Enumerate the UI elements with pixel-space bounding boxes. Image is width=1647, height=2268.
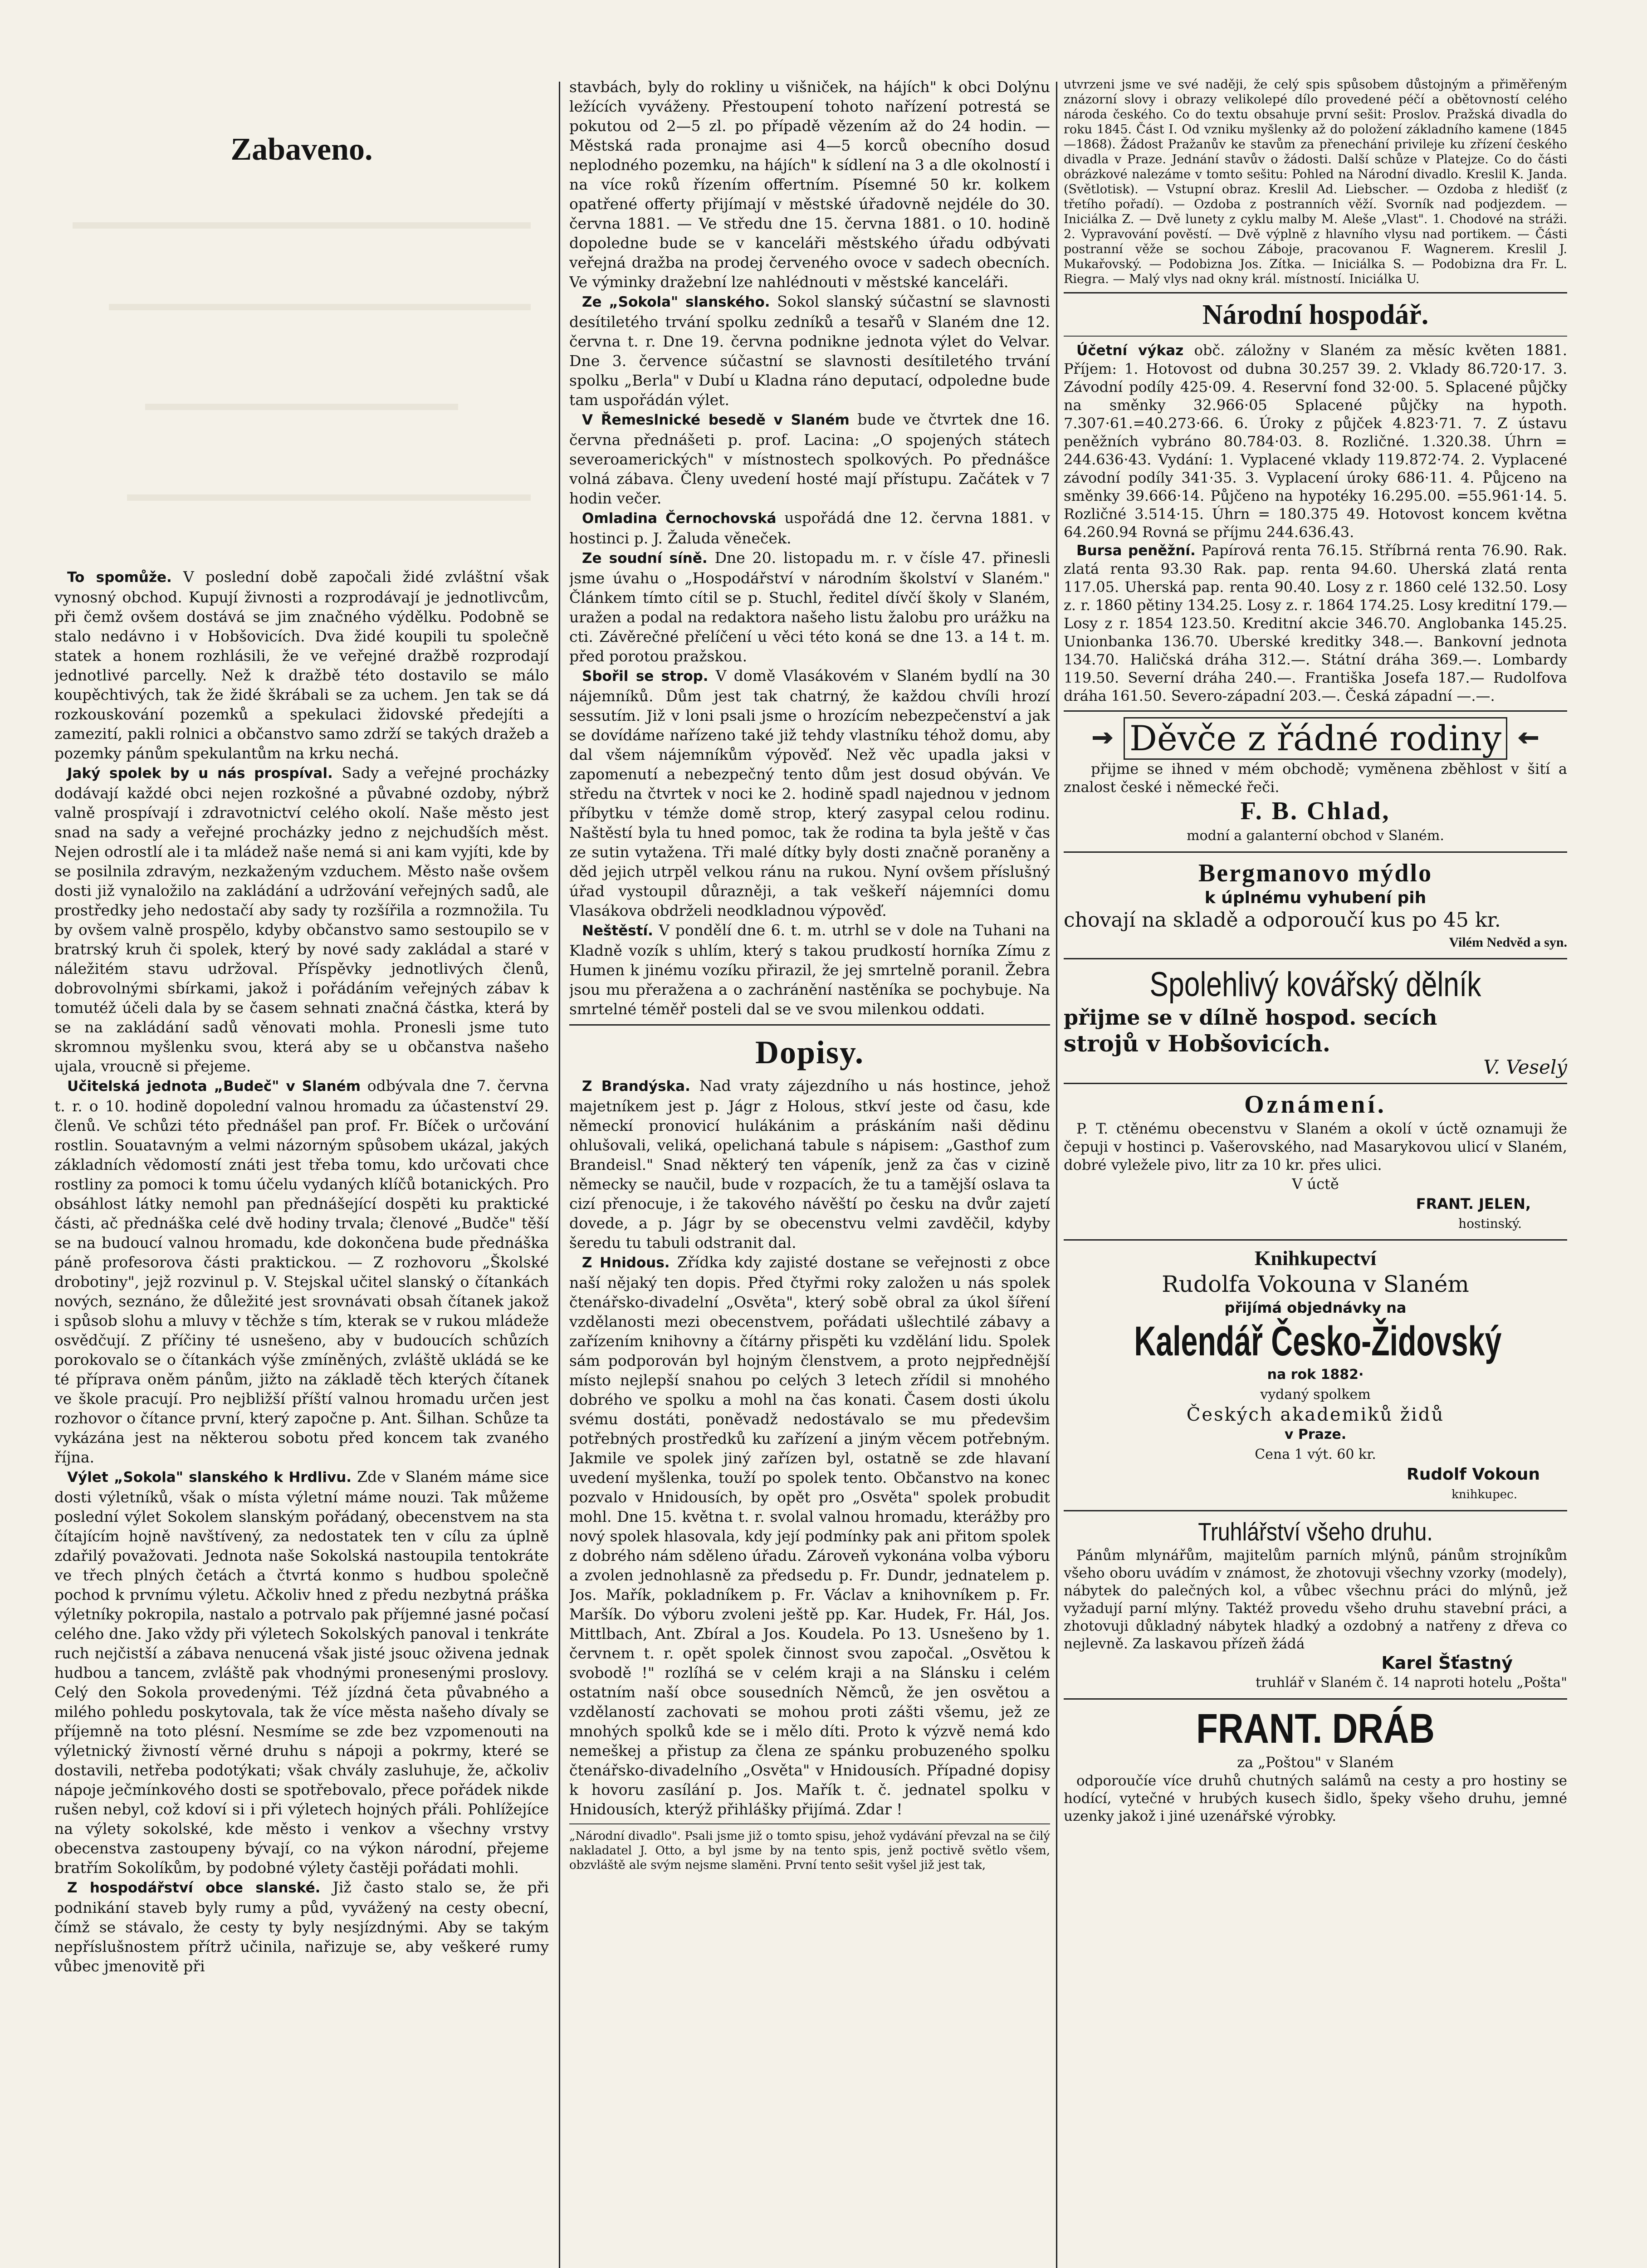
letter-lead: Z Brandýska. <box>582 1078 690 1095</box>
ad-rule <box>1064 1510 1567 1511</box>
article-lead: Výlet „Sokola" slanského k Hrdlivu. <box>67 1469 352 1486</box>
letter-text: Nad vraty zájezdního u nás hostince, jehož majetníkem jest p. Jágr z Holous, stkví jeste od času, kde německí pronovicí hulákánim a práskáním naši dědinu ohlušovali, veliká, opelichaná tabule s nápisem: „Gasthof zum Brandeisl." Snad některý ten vápeník, jenž za čas v cizině německy se naučil, bude v rozpacích, že tu a tamější oslava ta cizí přenocuje, i že takového návěští po česku na dvůr zajetí dovede, a p. Jágr by se obecenstvu velmi zavděčil, kdyby šeredu tu tabuli odstranit dal. <box>569 1077 1050 1251</box>
article-text: stavbách, byly do rokliny u višniček, na hájích" k obci Dolýnu ležících vyváženy. Přestoupení tohoto nařízení potrestá se pokutou od 2—5 zl. po případě vězením až do 24 hodin. — Městská rada pronajme asi 4—5 korců obecního dosud neplodného pozemku, na hájích" k sídlení na 3 a dle okolností i na více roků řízením offertním. Písemné 50 kr. kolkem opatřené offerty přijímají v městské úřadovně nejdéle do 30. června 1881. — Ve středu dne 15. června 1881. o 10. hodině dopoledne bude se v kanceláři městského úřadu odbývati veřejná dražba na prodej červeného ovoce v sadech obecních. Ve výminky dražební lze nahlédnouti v městské kanceláři. <box>569 78 1050 291</box>
article-ucetni-vykaz <box>1064 341 1567 541</box>
ad-bergmanovo-mydlo <box>1064 858 1567 953</box>
article-text: V domě Vlasákovém v Slaném bydlí na 30 nájemníků. Dům jest tak chatrný, že každou chvíli hrozí sessutím. Již v loni psali jsme o hrozícím nebezpečenství a jak se dovídáme nařízeno také již tehdy vlastníku téhož domu, aby dal všem nájemníkům výpověď. Než věc upadla jaksi v zapomenutí a nebezpečný tento dům jest dosud obýván. Ve středu na čtvrtek v noci ke 2. hodině spadl najednou v jednom příbytku v témže domě strop, který zasypal celou rodinu. Naštěstí byla tu hned pomoc, tak že rodina ta byla ještě v čas ze sutin vytažena. Tři malé dítky byly dosti značně poraněny a děd jejich utrpěl velkou ránu na rukou. Nyní ovšem příslušný úřad vystoupil důrazněji, a tak veškeří nájemníci domu Vlasákova obdrželi neodkladnou výpověď. <box>569 667 1050 919</box>
ad-title: Truhlářství všeho druhu. <box>1198 1517 1433 1546</box>
article-lead: Účetní výkaz <box>1076 342 1184 359</box>
ad-signature: F. B. Chlad, <box>1240 797 1391 825</box>
ad-text: odporoučíe více druhů chutných salámů na cesty a pro hostiny se hodící, vytečné v hrubých kusech šidlo, špeky všeho druhu, jemné uzenky jakož i jiné uzenářské výrobky. <box>1064 1773 1567 1824</box>
article-lead: To spomůže. <box>67 569 172 586</box>
confiscated-heading: Zabaveno. <box>230 132 373 167</box>
confiscated-blank-area <box>54 168 549 567</box>
ad-sub: truhlář v Slaném č. 14 naproti hotelu „Pošta" <box>1256 1675 1567 1691</box>
article-lead: Neštěstí. <box>582 923 653 939</box>
article-remeslnicka-beseda <box>569 410 1050 508</box>
article-lead: Sbořil se strop. <box>582 668 709 684</box>
ad-rule <box>1064 1239 1567 1241</box>
ad-truhlarstvi <box>1064 1517 1567 1693</box>
article-lead: Bursa peněžní. <box>1076 543 1196 559</box>
ad-line: za „Poštou" v Slaném <box>1237 1754 1394 1771</box>
dopisy-heading: Dopisy. <box>755 1034 865 1070</box>
ad-signature: V. Veselý <box>1483 1056 1567 1078</box>
letter-brandysek <box>569 1076 1050 1252</box>
ad-line: vydaný spolkem <box>1260 1387 1371 1403</box>
column-left <box>54 77 549 2268</box>
article-lead: Jaký spolek by u nás prospíval. <box>67 765 333 782</box>
article-text: Již často stalo se, že při podnikání staveb byly rumy a půd, vyvážený na cesty obecní, čímž se stávalo, že cesty ty byly nesjízdnými. Aby se takým nepříslušnostem přítrž učinila, nařizuje se, aby veškeré rumy vůbec jmenovitě při <box>54 1878 549 1975</box>
article-text: bude ve čtvrtek dne 16. června přednášeti p. prof. Lacina: „O spojených státech severoamerických" v místnostech spolkových. Po přednášce volná zábava. Členy uvedení hosté mají přístupu. Začátek v 7 hodin večer. <box>569 411 1050 507</box>
article-text: V pondělí dne 6. t. m. utrhl se v dole na Tuhani na Kladně vozík s uhlím, který s takou prudkostí horníka Zímu z Humen k jinému vozíku přirazil, že jej smrtelně poranil. Žebra jsou mu přeražena a o zachránění nastěníka se pochybuje. Na smrtelné téměř posteli dal se ve svou milenkou oddati. <box>569 921 1050 1018</box>
article-to-spomuze <box>54 567 549 763</box>
ad-text: přijme se ihned v mém obchodě; vyměnena zběhlost v šití a znalost české i německé řeči. <box>1064 760 1567 796</box>
column-right <box>1064 77 1567 2268</box>
ad-signature: FRANT. JELEN, <box>1416 1195 1531 1212</box>
ad-big-title: Kalendář Česko-Židovský <box>1134 1318 1502 1364</box>
article-nestesti <box>569 920 1050 1019</box>
notice-narodni-divadlo-contents <box>1064 77 1567 287</box>
ad-line: Rudolfa Vokouna v Slaném <box>1162 1271 1469 1297</box>
article-text: V poslední době započali židé zvláštní však vynosný obchod. Kupují živnosti a rozprodávají je jednotlivcům, při čemž ovšem dostává se jim značného výdělku. Podobně se stalo nedávno i v Hobšovicích. Dva židé koupili tu společně statek a honem rozhlásili, že ve veřejné dražbě rozprodají jednotlivé parcelly. Než k dražbě této dostavilo se málo koupěchtivých, tak že židé škrábali se za uchem. Jen tak se dá rozkouskování pozemků a spekulaci židovské předejíti a zamezití, pakli rolnici a občanstvo samo zdrží se takých dražeb a pozemky pánům spekulantům na krku nechá. <box>54 568 549 762</box>
ad-title: Bergmanovo mýdlo <box>1198 859 1433 887</box>
article-stavby <box>569 77 1050 292</box>
ad-title: Knihkupectví <box>1254 1246 1377 1270</box>
article-lead: Omladina Černochovská <box>582 510 777 527</box>
ad-line: chovají na skladě a odporoučí kus po 45 kr. <box>1064 909 1501 932</box>
ad-sub: hostinský. <box>1458 1216 1522 1231</box>
article-lead: Učitelská jednota „Budeč" v Slaném <box>67 1078 361 1095</box>
article-lead: Z hospodářství obce slanské. <box>67 1880 321 1896</box>
ad-line: na rok 1882· <box>1267 1367 1364 1383</box>
ad-sub: modní a galanterní obchod v Slaném. <box>1187 828 1444 844</box>
ad-title: Děvče z řádné rodiny <box>1124 717 1507 760</box>
ad-sub: knihkupec. <box>1452 1488 1517 1501</box>
footnote-narodni-divadlo: „Národní divadlo". Psali jsme již o tomto spisu, jehož vydávání převzal na se čilý nakladatel J. Otto, a byl jsme by na tento spis, jenž poctivě světlo všem, obzvláště ale svým nejsme slaměni. První tento sešit vyšel již jest tak, <box>569 1829 1050 1872</box>
letter-hnidousy <box>569 1252 1050 1819</box>
ad-text: Pánům mlynářům, majitelům parních mlýnů, pánům strojníkům všeho oboru uvádím v známost, že zhotovuji všechny vzorky (modely), nábytek do palečných kol, a vůbec všechnu práci do mlýnů, jež vyžadují parní mlýny. Taktéž provedu všeho druhu stavební práci, a zhotovuji důkladný nábytek hladký a ozdobný a natřeny z dřeva co nejlevně. Za laskavou přízeň žádá <box>1064 1547 1567 1652</box>
ad-signature: Karel Šťastný <box>1381 1653 1513 1673</box>
article-ze-sokola <box>569 292 1050 410</box>
ad-title: Oznámení. <box>1244 1090 1387 1119</box>
article-hospodarstvi <box>54 1877 549 1976</box>
column-middle <box>569 77 1050 2268</box>
article-text: Sokol slanský súčastní se slavnosti desítiletého trvání spolku zedníků a tesařů v Slaném dne 12. června t. r. Dne 19. června podnikne jednota výlet do Velvar. Dne 3. července súčastní se slavnosti desítiletého trvání spolku „Berla" v Dubí u Kladna ráno deputací, odpoledne bude tam uspořádán výlet. <box>569 293 1050 409</box>
article-omladina <box>569 508 1050 548</box>
ad-oznameni <box>1064 1090 1567 1234</box>
ad-title: FRANT. DRÁB <box>1196 1706 1435 1752</box>
ad-rule <box>1064 1083 1567 1084</box>
ad-rule <box>1064 710 1567 712</box>
narodni-hospodar-heading: Národní hospodář. <box>1202 299 1429 330</box>
ad-rule <box>1064 851 1567 853</box>
article-spolek <box>54 763 549 1076</box>
ad-line: Českých akademiků židů <box>1186 1404 1445 1425</box>
letter-text: Zřídka kdy zajisté dostane se veřejnosti z obce naší nějaký ten dopis. Před čtyřmi roky založen u nás spolek čtenářsko-divadelní „Osvěta", který sobě obral za úkol šíření vzdělanosti mezi obecenstvem, pořádati ušlechtilé zábavy a zařízením knihovny a čítárny přispěti ku vzdělání lidu. Spolek sám podporován byl hojným členstvem, a proto nejpřednější místo nejlepší snahou po celých 3 letech zřídil si mnohého dobrého ve spolku a mohl na čas konati. Časem dosti úkolu svému dostáti, poněvadž nedostávalo se mu předevšim potřebných prostředků ku zařízení a jiným věcem potřebným. Jakmile ve spolek jiný zařízen byl, ostatně se zde hlavaní uvedení myšlenka, touží po spolek tento. Občanstvo na konec pozvalo v Hnidousích, by opět pro „Osvěta" spolek probudit mohl. Dne 15. května t. r. svolal valnou hromadu, kterážby pro nový spolek hlasovala, kdy její podmínky pak ani přitom spolek z dobrého nám sděleno úřadu. Zároveň vykonána volba výboru a zvolen jednohlasně za předsedu p. Fr. Dundr, jednatelem p. Jos. Mařík, pokladníkem p. Fr. Václav a knihovníkem p. Fr. Maršík. Do výboru zvoleni ještě pp. Kar. Hudek, Fr. Hál, Jos. Mittlbach, Ant. Zbíral a Jos. Koudela. Po 13. Usnešeno by 1. červnem t. r. opět spolek činnost svou započal. „Osvětou k svobodě !" rozlíhá se v celém kraji a na Slánsku i celém ostatním naší obce sousedních Němců, že jen osvětou a vzdělaností zachovati se mohou proti zášti všemu, jež ze mnohých spolků kde se i mělo díti. Proto k výzvě nemá kdo nemeškej a přistup za člena ze spánku probuzeného spolku čtenářsko-divadelního „Osvěta" v Hnidousích. Případné dopisy k hovoru zasílání p. Jos. Mařík t. č. jednatel spolku v Hnidousích, kterýž přihlášky přijímá. Zdar ! <box>569 1253 1050 1818</box>
ad-kovarsky-delnik <box>1064 965 1567 1077</box>
ad-rule <box>1064 958 1567 959</box>
column-divider-left <box>559 82 560 2268</box>
ad-line: strojů v Hobšovicích. <box>1064 1030 1330 1057</box>
ad-line: k úplnému vyhubení pih <box>1204 889 1427 907</box>
article-text: Papírová renta 76.15. Stříbrná renta 76.90. Rak. zlatá renta 93.30 Rak. pap. renta 94.60. Uherská zlatá renta 117.05. Uherská pap. renta 90.40. Losy z r. 1860 celé 132.50. Losy z. r. 1860 pětiny 134.25. Losy z. r. 1864 174.25. Losy kreditní 179.— Losy z r. 1854 123.50. Kreditní akcie 346.70. Anglobanka 145.25. Unionbanka 136.70. Uberské kreditky 348.—. Bankovní jednota 134.70. Haličská dráha 312.—. Státní dráha 369.—. Lombardy 119.50. Severní dráha 240.—. Františka Josefa 187.— Rudolfova dráha 161.50. Severo-západní 203.—. Česká západní —.—. <box>1064 542 1567 704</box>
article-text: Zde v Slaném máme sice dosti výletníků, však o místa výletní máme nouzi. Tak můžeme poslední výlet Sokolem slanským pořádaný, obecenstvem na sta čítajícím hojně navštívený, za nedostatek ten v cílu za úplně zdařilý považovati. Jednota naše Sokolská nastoupila tentokráte ve třech plných četách a čtvrtá konmo s hudbou společně pochod k prvnímu výletu. Ačkoliv hned z předu nezbytná práška výletníky pokropila, nastalo a potrvalo pak příjemné jasné počasí celého dne. Jako vždy při výletech Sokolských panoval i tenkráte ruch nejčistší a zábava nenucená však jisté jsouc oživena jednak hudbou a tancem, zvláště pak vhodnými pronesenými proslovy. Celý den Sokola provedenými. Též jízdná četa půvabného a milého pohledu poskytovala, tak že více města našeho dívaly se příjemně na toto plésní. Nesmíme se zde bez vzpomenouti na výletnický živností věrné druhu s nápoji a pokrmy, které se dostavili, netřeba podotýkati; však chvály zasluhuje, že, ačkoliv nápoje ječmínkového dosti se spotřebovalo, přece pořádek nikde rušen nebyl, což kdoví si i při výletech hojných přáli. Pohlížejíce na výlety sokolské, kde město i venkov a všechny vrstvy obecenstva zastoupeny bývají, co na výkon národní, přejeme bratřím Sokolíkům, by podobné výlety častěji pořádati mohli. <box>54 1468 549 1877</box>
article-strop <box>569 666 1050 920</box>
footnote-rule <box>569 1823 1050 1824</box>
ad-signature: Rudolf Vokoun <box>1407 1465 1540 1484</box>
article-text: Sady a veřejné procházky dodávají každé obci nejen rozkošné a půvabné ozdoby, nýbrž valně prospívají i zdravotnictví celého okolí. Naše město jest snad na sady a veřejné procházky jedno z nejchudších měst. Nejen odrostlí ale i ta mládež naše nemá si ani kam vyjíti, kde by se posilnila zdravým, nezkaženým vzduchem. Město naše ovšem dosti již vynaložilo na zakládání a udržování veřejných sadů, ale prostředky jeho nedostačí aby sady ty rozšířila a rozmnožila. Tu by ovšem valně prospělo, kdyby občanstvo samo sestoupilo se v bratrský kruh či spolek, který by nové sady zakládal a staré v náležitém stavu udržoval. Příspěvky jednotlivých členů, dobrovolnými sbírkami, jakož i pořádáním veřejných zábav k tomutéž účeli dala by se časem sehnati značná částka, která by se na zakládání sadů věnovati mohla. Pronesli jsme tuto skromnou myšlenku svou, která aby se u občanstva našeho ujala, vroucně si přejeme. <box>54 764 549 1075</box>
pointing-hand-icon <box>1513 728 1539 749</box>
article-bursa <box>1064 541 1567 705</box>
letter-lead: Z Hnidous. <box>582 1255 670 1271</box>
notice-text: utvrzeni jsme ve své naději, že celý spis spůsobem důstojným a přiměřeným znázorní slovy i obrazy velikolepé dílo provedené péčí a obětovností celého národa českého. Co do textu obsahuje první sešit: Proslov. Pražská divadla do roku 1845. Část I. Od vzniku myšlenky až do položení základního kamene (1845—1868). Žádost Pražanův ke stavům za přenechání privileje ku zřízení českého divadla v Praze. Jednání stavův o žádosti. Další schůze v Platejze. Co do části obrázkové nalezáme v tomto sešitu: Pohled na Národní divadlo. Kreslil K. Janda. (Světlotisk). — Vstupní obraz. Kreslil Ad. Liebscher. — Ozdoba z hledišť (z třetího pořadí). — Ozdoba z postranních věží. Svorník nad podjezdem. — Iniciálka Z. — Dvě lunety z cyklu malby M. Aleše „Vlast". 1. Chodové na stráži. 2. Vypravování pověstí. — Dvě výplně z hlavního vlysu nad portikem. — Části postranní věže se sochou Záboje, pracovanou F. Wagnerem. Kreslil J. Mukařovský. — Podobizna Jos. Zítka. — Iniciálka S. — Podobizna dra Fr. L. Riegra. — Malý vlys nad okny král. místností. Iniciálka U. <box>1064 78 1567 286</box>
article-budec <box>54 1076 549 1467</box>
article-lead: V Řemeslnické besedě v Slaném <box>582 412 850 428</box>
article-text: Dne 20. listopadu m. r. v čísle 47. přinesli jsme úvahu o „Hospodářství v národním školství v Slaném." Článkem tímto cítil se p. Stuchl, ředitel dívčí školy v Slaném, uražen a podal na redaktora našeho listu žalobu pro urážku na cti. Závěrečné přelíčení u věci této koná se dne 13. a 14 t. m. před porotou pražskou. <box>569 549 1050 665</box>
article-text: obč. záložny v Slaném za měsíc květen 1881. Příjem: 1. Hotovost od dubna 30.257 39. 2. Vklady 86.720·17. 3. Závodní podíly 425·09. 4. Reservní fond 32·00. 5. Splacené půjčky na směnky 32.966·05 Splacené půjčky na hypoth. 7.307·61.=40.273·66. 6. Úroky z půjček 4.823·71. 7. Z ústavu peněžních vybráno 80.784·03. 8. Rozličné. 1.320.38. Úhrn = 244.636·43. Vydání: 1. Vyplacené vklady 119.872·74. 2. Vyplacené závodní podíly 341·35. 3. Vyplacení úroky 686·11. 4. Půjceno na směnky 39.666·14. Půjčeno na hypotéky 16.295.00. =55.961·14. 5. Rozličné 3.514·15. Úhrn = 180.375 49. Hotovost koncem května 64.260.94 Rovná se příjmu 244.636.43. <box>1064 342 1567 541</box>
ad-line: přijme se v dílně hospod. secích <box>1064 1005 1437 1030</box>
ad-title: Spolehlivý kovářský dělník <box>1149 965 1481 1004</box>
article-soudni-sin <box>569 548 1050 666</box>
section-rule-thin <box>1064 336 1567 337</box>
ad-signature: Vilém Nedvěd a syn. <box>1449 935 1567 950</box>
section-rule <box>569 1024 1050 1026</box>
ad-devce <box>1064 717 1567 846</box>
article-lead: Ze „Sokola" slanského. <box>582 294 770 310</box>
column-divider-right <box>1056 82 1057 2268</box>
ad-text: P. T. ctěnému obecenstvu v Slaném a okolí v úctě oznamuji že čepuji v hostinci p. Vašerovského, nad Masarykovou ulicí v Slaném, dobré vyležele pivo, litr za 10 kr. přes ulici. <box>1064 1120 1567 1173</box>
ad-frant-drab <box>1064 1705 1567 1825</box>
ad-knihkupectvi <box>1064 1246 1567 1505</box>
ad-rule <box>1064 1698 1567 1700</box>
article-lead: Ze soudní síně. <box>582 550 708 567</box>
pointing-hand-icon <box>1092 728 1118 749</box>
ad-line: přijímá objednávky na <box>1224 1299 1407 1316</box>
article-sokol-vylet <box>54 1467 549 1877</box>
ad-price: Cena 1 výt. 60 kr. <box>1255 1447 1376 1462</box>
section-rule <box>1064 292 1567 293</box>
ad-greeting: V úctě <box>1292 1175 1339 1193</box>
ad-line: v Praze. <box>1284 1427 1347 1442</box>
article-text: odbývala dne 7. června t. r. o 10. hodině dopolední valnou hromadu za účastenství 29. členů. Ve schůzi této přednášel pan prof. Fr. Bíček o určování rostlin. Souatavným a velmi názorným spůsobem ukázal, jakých základních vědomostí znáti jest třeba tomu, kdo určovati chce rostliny za pomoci k tomu účelu vydaných klíčů botanických. Pro obsáhlost látky nemohl pan přednášející dospěti ku praktické části, ač přednáška celé dvě hodiny trvala; členové „Budče" těší se na budoucí valnou hromadu, kde dokončena bude přednáška páně profesorova části praktickou. — Z rozhovoru „Školské drobotiny", jejž rozvinul p. V. Stejskal učitel slanský o čítankách nových, seznáno, že důležité jest srovnávati obsah čítanek jakož i spůsob slohu a mluvy v těchže s tím, kterak se v rukou mládeže osvědčují. Z příčiny té usnešeno, aby v budoucích schůzích porokovalo se o čítankách výše zmíněných, zvláště ukládá se ke té příprava oněm pánům, jižto na základě těch kterých čítanek ve škole pracují. Pro nejbližší příští valnou hromadu určen jest rozhovor o čítance první, který započne p. Ant. Šilhan. Schůze ta vykázána jest na některou sobotu před koncem tak zvaného října. <box>54 1077 549 1466</box>
article-text: uspořádá dne 12. června 1881. v hostinci p. J. Žaluda věneček. <box>569 509 1050 547</box>
